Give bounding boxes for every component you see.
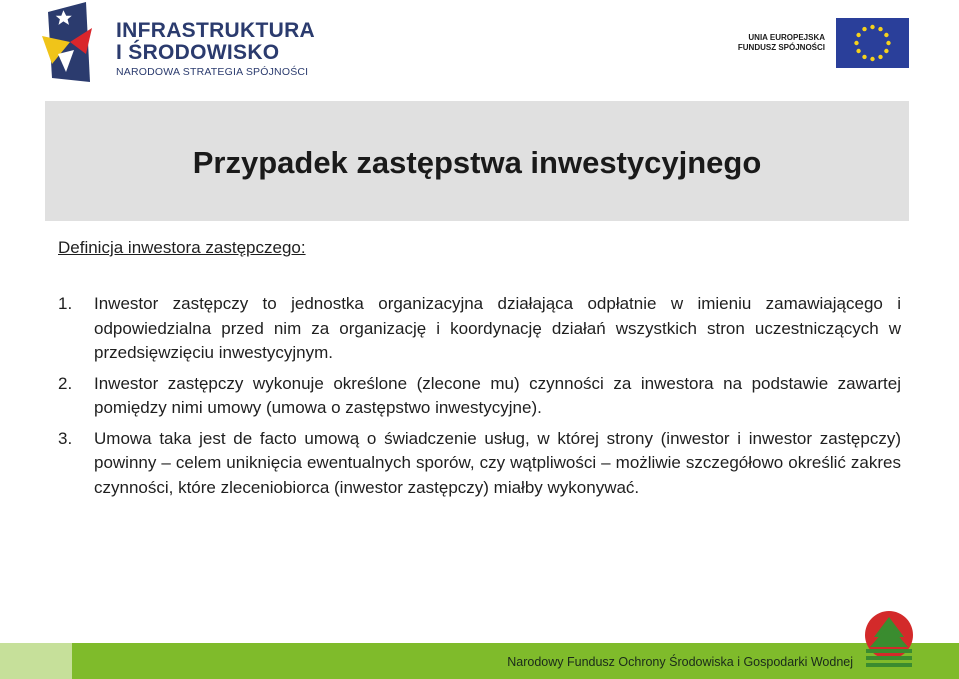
- list-item-number: 1.: [58, 294, 73, 313]
- eu-flag-icon: [836, 18, 909, 68]
- infrastruktura-logo: [40, 2, 316, 88]
- infrastruktura-logo-icon: [40, 2, 96, 86]
- logo-title-line2: I ŚRODOWISKO: [116, 41, 280, 64]
- list-item-text: Inwestor zastępczy to jednostka organizacyjna działająca odpłatnie w imieniu zamawiającego i odpowiedzialna przed nim za organizację i koordynację działań wszystkich stron uczestniczących w przedsięwzięciu inwestycyjnym.: [94, 294, 901, 362]
- eu-label-line1: UNIA EUROPEJSKA: [748, 33, 825, 42]
- title-band: [45, 101, 909, 221]
- logo-subtitle: NARODOWA STRATEGIA SPÓJNOŚCI: [116, 66, 309, 78]
- eu-label: [738, 33, 825, 53]
- logo-title-line1: INFRASTRUKTURA: [116, 19, 316, 42]
- footer-accent: [0, 643, 72, 679]
- definition-list: [58, 292, 901, 506]
- list-item: [58, 427, 901, 501]
- footer-text: Narodowy Fundusz Ochrony Środowiska i Gospodarki Wodnej: [507, 655, 853, 669]
- list-item: [58, 372, 901, 421]
- list-item-number: 2.: [58, 373, 73, 393]
- list-item-text: Umowa taka jest de facto umową o świadczenie usług, w której strony (inwestor i inwestor zastępczy) powinny – celem uniknięcia ewentualnych sporów, czy wątpliwości – możliwie szczegółowo określić zakres czynności, które zleceniobiorca (inwestor zastępczy) miałby wykonywać.: [94, 428, 901, 497]
- list-item-number: 3.: [58, 428, 73, 448]
- list-item-text: Inwestor zastępczy wykonuje określone (zlecone mu) czynności za inwestora na podstawie zawartej pomiędzy nimi umowy (umowa o zastępstwo inwestycyjne).: [94, 373, 901, 417]
- definition-heading: Definicja inwestora zastępczego:: [58, 238, 306, 257]
- slide-title: Przypadek zastępstwa inwestycyjnego: [192, 145, 762, 180]
- list-item: [58, 292, 901, 366]
- eu-label-line2: FUNDUSZ SPÓJNOŚCI: [737, 43, 825, 52]
- nfosigw-logo-icon: [860, 609, 918, 671]
